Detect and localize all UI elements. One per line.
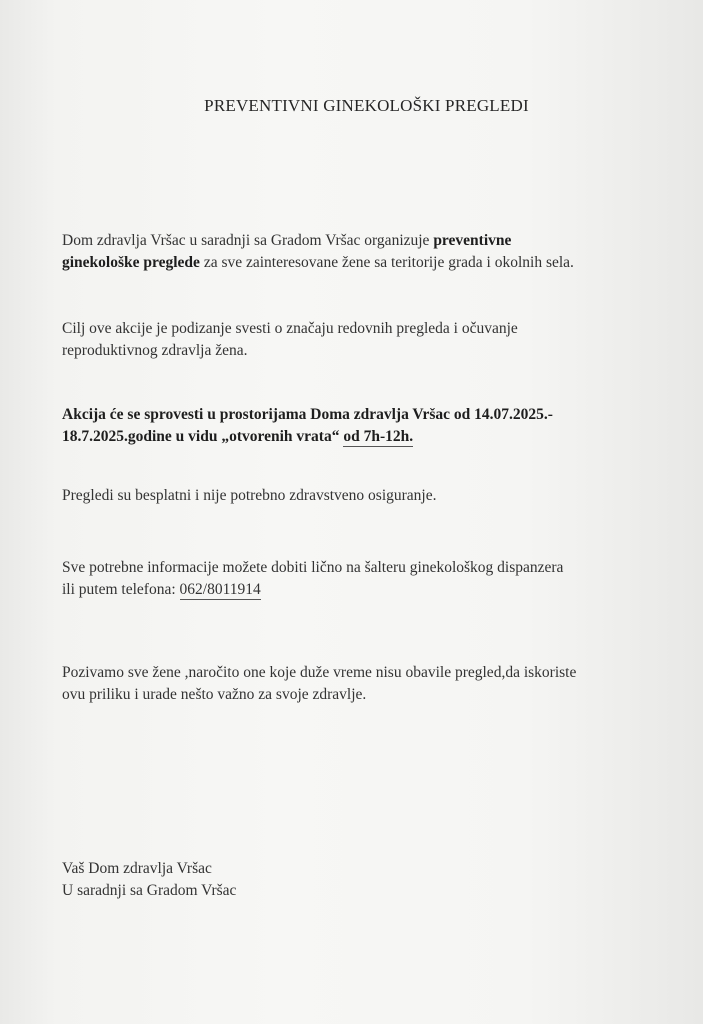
- goal-line-2: reproduktivnog zdravlja žena.: [62, 342, 248, 359]
- schedule-hours: od 7h-12h.: [343, 428, 414, 445]
- info-line-2: [62, 579, 682, 601]
- goal-paragraph: [62, 318, 682, 362]
- info-line-1: Sve potrebne informacije možete dobiti lično na šalteru ginekološkog dispanzera: [62, 559, 564, 576]
- intro-line-2: [62, 252, 682, 274]
- phone-number: 062/8011914: [179, 581, 261, 598]
- goal-line-1: Cilj ove akcije je podizanje svesti o značaju redovnih pregleda i očuvanje: [62, 320, 518, 337]
- intro-bold-1: preventivne: [433, 232, 512, 249]
- intro-text-1: Dom zdravlja Vršac u saradnji sa Gradom Vršac organizuje: [62, 232, 434, 249]
- intro-bold-2: ginekološke preglede: [62, 254, 200, 271]
- invitation-paragraph: [62, 662, 682, 706]
- info-paragraph: [62, 557, 682, 601]
- intro-paragraph: [62, 230, 682, 274]
- signature-block: [62, 858, 682, 902]
- invitation-line-2: ovu priliku i urade nešto važno za svoje zdravlje.: [62, 686, 367, 703]
- schedule-paragraph: [62, 404, 682, 448]
- signature-line-2: U saradnji sa Gradom Vršac: [62, 882, 237, 899]
- signature-line-1: Vaš Dom zdravlja Vršac: [62, 860, 212, 877]
- schedule-line-1: Akcija će se sprovesti u prostorijama Doma zdravlja Vršac od 14.07.2025.-: [62, 406, 553, 423]
- schedule-line-2: [62, 426, 682, 448]
- document-title: PREVENTIVNI GINEKOLOŠKI PREGLEDI: [204, 96, 529, 115]
- schedule-text-2: 18.7.2025.godine u vidu „otvorenih vrata“: [62, 428, 344, 445]
- info-text-2: ili putem telefona:: [62, 581, 180, 598]
- free-exam-line: Pregledi su besplatni i nije potrebno zdravstveno osiguranje.: [62, 487, 437, 504]
- intro-text-2: za sve zainteresovane žene sa teritorije grada i okolnih sela.: [199, 254, 574, 271]
- free-exam-paragraph: [62, 485, 682, 507]
- invitation-line-1: Pozivamo sve žene ,naročito one koje duže vreme nisu obavile pregled,da iskoriste: [62, 664, 577, 681]
- intro-line-1: [62, 230, 682, 252]
